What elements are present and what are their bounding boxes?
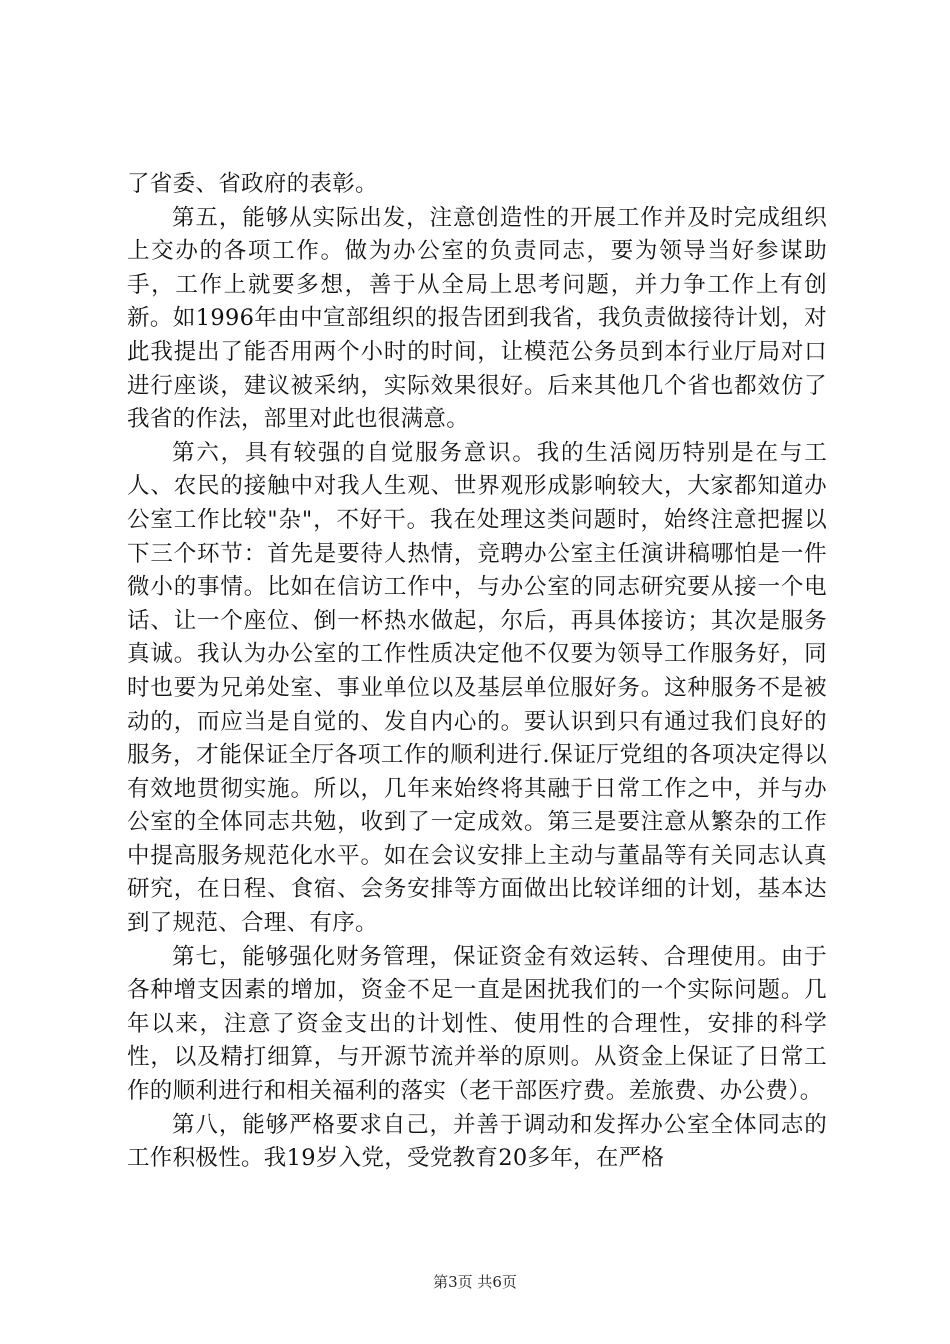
paragraph-5: 第八，能够严格要求自己，并善于调动和发挥办公室全体同志的工作积极性。我19岁入党，受党教育20多年，在严格 [127,1111,827,1172]
page-footer [0,1272,950,1292]
paragraph-1: 了省委、省政府的表彰。 [127,171,378,197]
paragraph-4: 第七，能够强化财务管理，保证资金有效运转、合理使用。由于各种增支因素的增加，资金不足一直是困扰我们的一个实际问题。几年以来，注意了资金支出的计划性、使用性的合理性，安排的科学性，以及精打细算，与开源节流并举的原则。从资金上保证了日常工作的顺利进行和相关福利的落实（老干部医疗费。差旅费、办公费）。 [127,943,827,1105]
paragraph-3: 第六，具有较强的自觉服务意识。我的生活阅历特别是在与工人、农民的接触中对我人生观、世界观形成影响较大，大家都知道办公室工作比较"杂"，不好干。我在处理这类问题时，始终注意把握以下三个环节：首先是要待人热情，竞聘办公室主任演讲稿哪怕是一件微小的事情。比如在信访工作中，与办公室的同志研究要从接一个电话、让一个座位、倒一杯热水做起，尔后，再具体接访；其次是服务真诚。我认为办公室的工作性质决定他不仅要为领导工作服务好，同时也要为兄弟处室、事业单位以及基层单位服好务。这种服务不是被动的，而应当是自觉的、发自内心的。要认识到只有通过我们良好的服务，才能保证全厅各项工作的顺利进行.保证厅党组的各项决定得以有效地贯彻实施。所以，几年来始终将其融于日常工作之中，并与办公室的全体同志共勉，收到了一定成效。第三是要注意从繁杂的工作中提高服务规范化水平。如在会议安排上主动与董晶等有关同志认真研究，在日程、食宿、会务安排等方面做出比较详细的计划，基本达到了规范、合理、有序。 [127,439,827,937]
page-number-label: 第3页 共6页 [433,1273,517,1291]
paragraph-2: 第五，能够从实际出发，注意创造性的开展工作并及时完成组织上交办的各项工作。做为办公室的负责同志，要为领导当好参谋助手，工作上就要多想，善于从全局上思考问题，并力争工作上有创新。如1996年由中宣部组织的报告团到我省，我负责做接待计划，对此我提出了能否用两个小时的时间，让模范公务员到本行业厅局对口进行座谈，建议被采纳，实际效果很好。后来其他几个省也都效仿了我省的作法，部里对此也很满意。 [127,204,827,433]
document-body [127,168,827,1176]
